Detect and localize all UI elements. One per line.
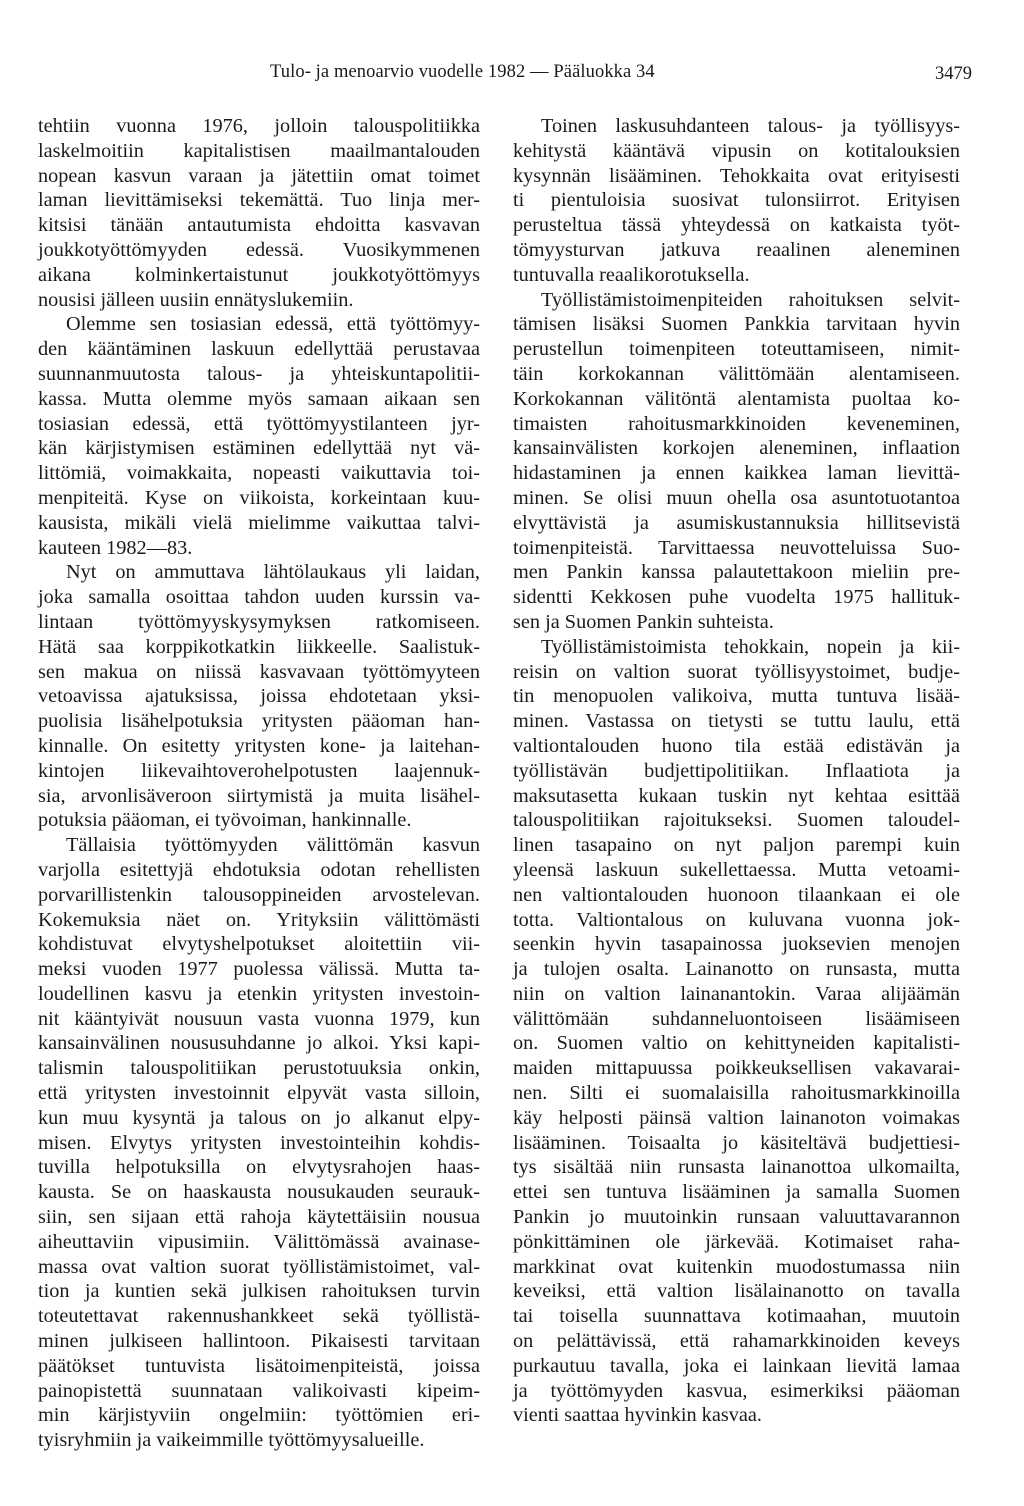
text-line: kitsisi tänään antautumista ehdoitta kasvavan <box>38 214 480 237</box>
text-line: käy helposti päinsä valtion lainanoton voimakas <box>513 1106 960 1129</box>
text-line: valtiontalouden huono tila estää edistävän ja <box>513 734 960 757</box>
text-line: menpiteitä. Kyse on viikoista, korkeintaan kuu- <box>38 486 480 509</box>
text-line: sidentti Kekkosen puhe vuodelta 1975 hallituk- <box>513 586 960 609</box>
text-line: reisin on valtion suorat työllisyystoimet, budje- <box>513 660 960 683</box>
text-line: puolisia lisähelpotuksia yritysten pääoman han- <box>38 710 480 733</box>
text-line: on pelättävissä, että rahamarkkinoiden keveys <box>513 1330 960 1353</box>
text-line: linen tasapaino on nyt paljon parempi kuin <box>513 834 960 857</box>
text-line: tuntuvalla reaalikorotuksella. <box>513 263 750 286</box>
text-line: Pankin jo muutoinkin runsaan valuuttavarannon <box>513 1206 960 1229</box>
text-line: ettei sen tuntuva lisääminen ja samalla Suomen <box>513 1181 960 1204</box>
text-line: kohdistuvat elvytyshelpotukset aloitettiin vii- <box>38 933 480 956</box>
text-line: minen julkiseen hallintoon. Pikaisesti tarvitaan <box>38 1330 480 1353</box>
text-line: kän kärjistymisen estäminen edellyttää nyt vä- <box>38 437 480 460</box>
text-line: kauteen 1982—83. <box>38 536 193 559</box>
text-line: tosiasian edessä, että työttömyystilanteen jyr- <box>38 412 480 435</box>
text-line: aikana kolminkertaistunut joukkotyöttömyys <box>38 263 480 286</box>
text-line: yleensä laskuun sukellettaessa. Mutta vetoami- <box>513 858 960 881</box>
text-line: painopistettä suunnataan valikoivasti kipeim- <box>38 1379 480 1402</box>
text-line: meksi vuoden 1977 puolessa välissä. Mutta ta- <box>38 958 480 981</box>
text-line: tömyysturvan jatkuva reaalinen aleneminen <box>513 238 960 261</box>
text-line: tehtiin vuonna 1976, jolloin talouspolitiikka <box>38 115 480 137</box>
text-line: täin korkokannan välittömään alentamiseen. <box>513 362 960 385</box>
text-line: ja tulojen osalta. Lainanotto on runsasta, mutta <box>513 958 960 981</box>
text-line: potuksia pääoman, ei työvoiman, hankinnalle. <box>38 809 412 832</box>
text-line: kausta. Se on haaskausta nousukauden seurauk- <box>38 1181 480 1204</box>
text-line: sia, arvonlisäveroon siirtymistä ja muita lisähel- <box>38 784 480 807</box>
running-title: Tulo- ja menoarvio vuodelle 1982 — Pääluokka 34 <box>270 62 655 82</box>
text-line: massa ovat valtion suorat työllistämistoimet, val- <box>38 1255 480 1278</box>
text-line: kun muu kysyntä ja talous on jo alkanut elpy- <box>38 1106 480 1129</box>
text-line: kassa. Mutta olemme myös samaan aikaan sen <box>38 387 480 410</box>
text-line: nousisi jälleen uusiin ennätyslukemiin. <box>38 288 354 311</box>
text-line: men Pankin kanssa palautettakoon mieliin pre- <box>513 561 960 584</box>
text-line: niin on valtion lainanantokin. Varaa alijäämän <box>513 982 960 1005</box>
text-line: laman lievittämiseksi tekemättä. Tuo linja mer- <box>38 189 480 212</box>
text-line: kehitystä kääntävä vipusin on kotitalouksien <box>513 139 960 162</box>
text-line: den kääntäminen laskuun edellyttää perustavaa <box>38 338 480 361</box>
text-line: Työllistämistoimenpiteiden rahoituksen selvit- <box>541 288 960 311</box>
text-line: misen. Elvytys yritysten investointeihin kohdis- <box>38 1131 480 1154</box>
left-text-column <box>38 114 480 1453</box>
text-line: tämisen lisäksi Suomen Pankkia tarvitaan hyvin <box>513 313 960 336</box>
text-line: lintaan työttömyyskysymyksen ratkomiseen. <box>38 610 480 633</box>
text-line: Olemme sen tosiasian edessä, että työttömyy- <box>66 313 480 336</box>
text-line: minen. Vastassa on tietysti se tuttu laulu, että <box>513 710 960 733</box>
text-line: markkinat ovat kuitenkin muodostumassa niin <box>513 1255 960 1278</box>
text-line: seenkin hyvin tasapainossa juoksevien menojen <box>513 933 960 956</box>
text-line: Nyt on ammuttava lähtölaukaus yli laidan, <box>66 561 480 584</box>
text-line: suunnanmuutosta talous- ja yhteiskuntapolitii- <box>38 362 480 385</box>
text-line: nen. Silti ei suomalaisilla rahoitusmarkkinoilla <box>513 1082 960 1105</box>
text-line: kansainvälinen noususuhdanne jo alkoi. Yksi kapi- <box>38 1032 480 1055</box>
text-line: kansainvälisten korkojen aleneminen, inflaation <box>513 437 960 460</box>
text-line: työllistävän budjettipolitiikan. Inflaatiota ja <box>513 759 960 782</box>
text-line: joukkotyöttömyyden edessä. Vuosikymmenen <box>38 238 480 261</box>
text-line: elvyttävistä ja asumiskustannuksia hillitsevistä <box>513 511 960 534</box>
text-line: loudellinen kasvu ja etenkin yritysten investoin- <box>38 982 480 1005</box>
text-line: sen makua on niissä kasvavaan työttömyyteen <box>38 660 480 683</box>
right-text-column <box>513 114 960 1428</box>
text-line: talouspolitiikan rajoitukseksi. Suomen taloudel- <box>513 809 960 832</box>
text-line: kausista, mikäli vielä mielimme vaikuttaa talvi- <box>38 511 480 534</box>
page-number: 3479 <box>935 64 972 84</box>
text-line: nit kääntyivät nousuun vasta vuonna 1979, kun <box>38 1007 480 1030</box>
text-line: maksutasetta kukaan tuskin nyt kehtaa esittää <box>513 784 960 807</box>
text-line: talismin talouspolitiikan perustotuuksia onkin, <box>38 1057 480 1080</box>
text-line: Toinen laskusuhdanteen talous- ja työllisyys- <box>541 115 960 137</box>
text-line: nopean kasvun varaan ja jätettiin omat toimet <box>38 164 480 187</box>
text-line: tyisryhmiin ja vaikeimmille työttömyysalueille. <box>38 1429 425 1452</box>
text-line: totta. Valtiontalous on kuluvana vuonna jok- <box>513 908 960 931</box>
text-line: timaisten rahoitusmarkkinoiden keveneminen, <box>513 412 960 435</box>
text-line: Korkokannan välitöntä alentamista puoltaa ko- <box>513 387 960 410</box>
text-line: varjolla esitettyjä ehdotuksia odotan rehellisten <box>38 858 480 881</box>
text-line: nen valtiontalouden huonoon tilaankaan ei ole <box>513 883 960 906</box>
text-line: minen. Se olisi muun ohella osa asuntotuotantoa <box>513 486 960 509</box>
text-line: on. Suomen valtio on kehittyneiden kapitalisti- <box>513 1032 960 1055</box>
text-line: lisääminen. Toisaalta jo käsiteltävä budjettiesi- <box>513 1131 960 1154</box>
text-line: pönkittäminen ole järkevää. Kotimaiset raha- <box>513 1230 960 1253</box>
text-line: purkautuu tavalla, joka ei lainkaan lievitä lamaa <box>513 1354 960 1377</box>
text-line: tuvilla helpotuksilla on elvytysrahojen haas- <box>38 1156 480 1179</box>
text-line: joka samalla osoittaa tahdon uuden kurssin va- <box>38 586 480 609</box>
text-line: hidastaminen ja ennen kaikkea laman lievittä- <box>513 462 960 485</box>
text-line: vetoavissa ajatuksissa, joissa ehdotetaan yksi- <box>38 685 480 708</box>
text-line: keveiksi, että valtion lisälainanotto on tavalla <box>513 1280 960 1303</box>
text-line: Hätä saa korppikotkatkin liikkeelle. Saalistuk- <box>38 635 480 658</box>
text-line: tin menopuolen valikoiva, mutta tuntuva lisää- <box>513 685 960 708</box>
text-line: ja työttömyyden kasvua, esimerkiksi pääoman <box>513 1379 960 1402</box>
text-line: kintojen liikevaihtoverohelpotusten laajennuk- <box>38 759 480 782</box>
text-line: tai toisella suunnattava kotimaahan, muutoin <box>513 1305 960 1328</box>
text-line: tion ja kuntien sekä julkisen rahoituksen turvin <box>38 1280 480 1303</box>
text-line: siin, sen sijaan että rahoja käytettäisiin nousua <box>38 1206 480 1229</box>
text-line: välittömään suhdanneluontoiseen lisäämiseen <box>513 1007 960 1030</box>
text-line: perustellun toimenpiteen toteuttamiseen, nimit- <box>513 338 960 361</box>
text-line: littömiä, voimakkaita, nopeasti vaikuttavia toi- <box>38 462 480 485</box>
text-line: laskelmoitiin kapitalistisen maailmantalouden <box>38 139 480 162</box>
text-line: sen ja Suomen Pankin suhteista. <box>513 610 774 633</box>
text-line: tys sisältää niin runsasta lainanottoa ulkomailta, <box>513 1156 960 1179</box>
text-line: maiden mittapuussa poikkeuksellisen vakavarai- <box>513 1057 960 1080</box>
text-line: toteutettavat rakennushankkeet sekä työllistä- <box>38 1305 480 1328</box>
text-line: että yritysten investoinnit elpyvät vasta silloin, <box>38 1082 480 1105</box>
text-line: toimenpiteistä. Tarvittaessa neuvotteluissa Suo- <box>513 536 960 559</box>
text-line: aiheuttaviin vipusimiin. Välittömässä avainase- <box>38 1230 480 1253</box>
text-line: Työllistämistoimista tehokkain, nopein ja kii- <box>541 635 960 658</box>
text-line: kinnalle. On esitetty yritysten kone- ja laitehan- <box>38 734 480 757</box>
text-line: porvarillistenkin talousoppineiden arvostelevan. <box>38 883 480 906</box>
text-line: min kärjistyviin ongelmiin: työttömien eri- <box>38 1404 480 1427</box>
text-line: vienti saattaa hyvinkin kasvaa. <box>513 1404 762 1427</box>
text-line: kysynnän lisääminen. Tehokkaita ovat erityisesti <box>513 164 960 187</box>
text-line: Tällaisia työttömyyden välittömän kasvun <box>66 834 480 857</box>
text-line: ti pientuloisia suosivat tulonsiirrot. Erityisen <box>513 189 960 212</box>
text-line: Kokemuksia näet on. Yrityksiin välittömästi <box>38 908 480 931</box>
text-line: perusteltua tässä yhteydessä on katkaista työt- <box>513 214 960 237</box>
text-line: päätökset tuntuvista lisätoimenpiteistä, joissa <box>38 1354 480 1377</box>
page-header <box>0 62 1024 92</box>
